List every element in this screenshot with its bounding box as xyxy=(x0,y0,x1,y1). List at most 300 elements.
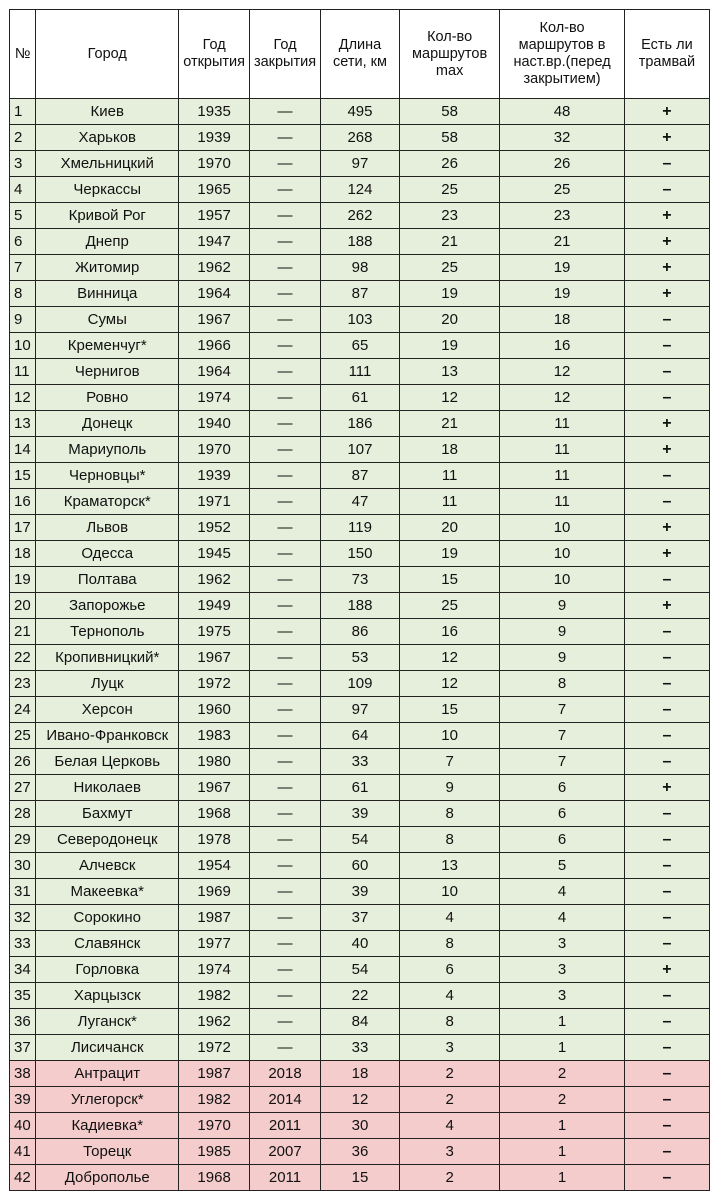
cell-opened: 1968 xyxy=(179,801,250,827)
cell-num: 25 xyxy=(10,723,36,749)
cell-opened: 1972 xyxy=(179,671,250,697)
cell-opened: 1974 xyxy=(179,385,250,411)
cell-routes-now: 11 xyxy=(500,437,625,463)
cell-city: Чернигов xyxy=(36,359,179,385)
cell-city: Херсон xyxy=(36,697,179,723)
cell-num: 9 xyxy=(10,307,36,333)
cell-closed: — xyxy=(250,463,321,489)
table-row xyxy=(10,567,710,593)
cell-tram: – xyxy=(624,801,709,827)
table-row xyxy=(10,801,710,827)
cell-routes-max: 11 xyxy=(399,463,499,489)
cell-routes-max: 3 xyxy=(399,1139,499,1165)
cell-opened: 1960 xyxy=(179,697,250,723)
cell-opened: 1965 xyxy=(179,177,250,203)
cell-city: Мариуполь xyxy=(36,437,179,463)
cell-routes-max: 12 xyxy=(399,645,499,671)
cell-num: 29 xyxy=(10,827,36,853)
cell-tram: + xyxy=(624,99,709,125)
cell-tram: + xyxy=(624,775,709,801)
cell-closed: — xyxy=(250,593,321,619)
cell-length: 33 xyxy=(320,1035,399,1061)
cell-length: 53 xyxy=(320,645,399,671)
cell-tram: + xyxy=(624,125,709,151)
cell-routes-max: 7 xyxy=(399,749,499,775)
cell-opened: 1977 xyxy=(179,931,250,957)
cell-length: 12 xyxy=(320,1087,399,1113)
cell-routes-now: 18 xyxy=(500,307,625,333)
cell-opened: 1962 xyxy=(179,1009,250,1035)
header-city: Город xyxy=(36,10,179,99)
table-row xyxy=(10,723,710,749)
cell-closed: — xyxy=(250,203,321,229)
cell-opened: 1970 xyxy=(179,151,250,177)
cell-opened: 1967 xyxy=(179,307,250,333)
cell-tram: – xyxy=(624,671,709,697)
cell-routes-max: 25 xyxy=(399,255,499,281)
table-row xyxy=(10,1087,710,1113)
table-row xyxy=(10,853,710,879)
cell-num: 17 xyxy=(10,515,36,541)
cell-length: 495 xyxy=(320,99,399,125)
cell-tram: – xyxy=(624,567,709,593)
cell-opened: 1971 xyxy=(179,489,250,515)
cell-closed: — xyxy=(250,1009,321,1035)
cell-closed: — xyxy=(250,879,321,905)
cell-num: 6 xyxy=(10,229,36,255)
cell-routes-now: 3 xyxy=(500,957,625,983)
table-row xyxy=(10,359,710,385)
cell-city: Луцк xyxy=(36,671,179,697)
cell-opened: 1970 xyxy=(179,437,250,463)
table-row xyxy=(10,1139,710,1165)
cell-city: Тернополь xyxy=(36,619,179,645)
cell-num: 5 xyxy=(10,203,36,229)
table-row xyxy=(10,307,710,333)
cell-routes-now: 7 xyxy=(500,749,625,775)
cell-opened: 1980 xyxy=(179,749,250,775)
cell-tram: – xyxy=(624,1009,709,1035)
cell-opened: 1935 xyxy=(179,99,250,125)
cell-city: Славянск xyxy=(36,931,179,957)
cell-city: Харьков xyxy=(36,125,179,151)
cell-length: 40 xyxy=(320,931,399,957)
cell-closed: — xyxy=(250,801,321,827)
header-row xyxy=(10,10,710,99)
cell-routes-now: 11 xyxy=(500,489,625,515)
cell-length: 65 xyxy=(320,333,399,359)
cell-num: 12 xyxy=(10,385,36,411)
cell-routes-max: 20 xyxy=(399,307,499,333)
cell-routes-max: 13 xyxy=(399,359,499,385)
table-row xyxy=(10,151,710,177)
cell-routes-max: 21 xyxy=(399,229,499,255)
cell-tram: – xyxy=(624,645,709,671)
cell-num: 40 xyxy=(10,1113,36,1139)
cell-length: 97 xyxy=(320,697,399,723)
cell-length: 61 xyxy=(320,775,399,801)
table-row xyxy=(10,515,710,541)
cell-tram: + xyxy=(624,437,709,463)
cell-routes-now: 2 xyxy=(500,1087,625,1113)
cell-routes-now: 48 xyxy=(500,99,625,125)
cell-routes-now: 32 xyxy=(500,125,625,151)
cell-routes-max: 11 xyxy=(399,489,499,515)
cell-num: 21 xyxy=(10,619,36,645)
cell-opened: 1939 xyxy=(179,463,250,489)
header-routes-max: Кол-во маршрутов max xyxy=(399,10,499,99)
cell-routes-max: 4 xyxy=(399,905,499,931)
cell-num: 30 xyxy=(10,853,36,879)
cell-num: 10 xyxy=(10,333,36,359)
table-row xyxy=(10,697,710,723)
cell-length: 33 xyxy=(320,749,399,775)
cell-num: 3 xyxy=(10,151,36,177)
table-row xyxy=(10,931,710,957)
cell-closed: — xyxy=(250,645,321,671)
cell-tram: – xyxy=(624,723,709,749)
cell-tram: + xyxy=(624,411,709,437)
cell-length: 60 xyxy=(320,853,399,879)
header-closed: Год закрытия xyxy=(250,10,321,99)
header-length: Длина сети, км xyxy=(320,10,399,99)
cell-opened: 1947 xyxy=(179,229,250,255)
cell-routes-now: 23 xyxy=(500,203,625,229)
cell-closed: — xyxy=(250,489,321,515)
cell-length: 111 xyxy=(320,359,399,385)
cell-routes-max: 19 xyxy=(399,281,499,307)
cell-city: Макеевка* xyxy=(36,879,179,905)
cell-tram: – xyxy=(624,983,709,1009)
cell-city: Доброполье xyxy=(36,1165,179,1191)
cell-length: 186 xyxy=(320,411,399,437)
cell-num: 38 xyxy=(10,1061,36,1087)
cell-opened: 1968 xyxy=(179,1165,250,1191)
cell-city: Винница xyxy=(36,281,179,307)
cell-closed: — xyxy=(250,931,321,957)
cell-num: 20 xyxy=(10,593,36,619)
cell-num: 42 xyxy=(10,1165,36,1191)
cell-opened: 1969 xyxy=(179,879,250,905)
cell-tram: – xyxy=(624,151,709,177)
cell-closed: 2011 xyxy=(250,1165,321,1191)
cell-length: 107 xyxy=(320,437,399,463)
cell-routes-now: 3 xyxy=(500,931,625,957)
cell-closed: — xyxy=(250,619,321,645)
header-opened: Год открытия xyxy=(179,10,250,99)
cell-num: 8 xyxy=(10,281,36,307)
cell-routes-now: 10 xyxy=(500,541,625,567)
table-row xyxy=(10,541,710,567)
cell-routes-now: 8 xyxy=(500,671,625,697)
cell-length: 87 xyxy=(320,281,399,307)
table-header xyxy=(10,10,710,99)
cell-opened: 1962 xyxy=(179,255,250,281)
cell-length: 188 xyxy=(320,593,399,619)
table-body xyxy=(10,99,710,1191)
table-row xyxy=(10,645,710,671)
cell-city: Углегорск* xyxy=(36,1087,179,1113)
cell-length: 15 xyxy=(320,1165,399,1191)
cell-closed: 2007 xyxy=(250,1139,321,1165)
cell-num: 23 xyxy=(10,671,36,697)
cell-tram: – xyxy=(624,1035,709,1061)
cell-num: 37 xyxy=(10,1035,36,1061)
cell-num: 22 xyxy=(10,645,36,671)
cell-length: 98 xyxy=(320,255,399,281)
cell-city: Львов xyxy=(36,515,179,541)
cell-city: Кропивницкий* xyxy=(36,645,179,671)
cell-length: 86 xyxy=(320,619,399,645)
cell-opened: 1962 xyxy=(179,567,250,593)
cell-routes-max: 2 xyxy=(399,1087,499,1113)
cell-tram: – xyxy=(624,463,709,489)
cell-length: 39 xyxy=(320,801,399,827)
cell-num: 31 xyxy=(10,879,36,905)
table-row xyxy=(10,463,710,489)
cell-tram: – xyxy=(624,307,709,333)
cell-tram: – xyxy=(624,177,709,203)
cell-length: 268 xyxy=(320,125,399,151)
cell-closed: — xyxy=(250,1035,321,1061)
cell-opened: 1974 xyxy=(179,957,250,983)
table-row xyxy=(10,385,710,411)
cell-routes-now: 25 xyxy=(500,177,625,203)
cell-city: Кадиевка* xyxy=(36,1113,179,1139)
cell-num: 32 xyxy=(10,905,36,931)
cell-routes-now: 11 xyxy=(500,463,625,489)
cell-opened: 1987 xyxy=(179,905,250,931)
cell-length: 73 xyxy=(320,567,399,593)
cell-routes-max: 4 xyxy=(399,983,499,1009)
cell-city: Николаев xyxy=(36,775,179,801)
cell-tram: – xyxy=(624,359,709,385)
cell-tram: – xyxy=(624,905,709,931)
cell-routes-max: 15 xyxy=(399,567,499,593)
cell-closed: — xyxy=(250,307,321,333)
cell-city: Северодонецк xyxy=(36,827,179,853)
cell-routes-now: 19 xyxy=(500,281,625,307)
cell-routes-max: 12 xyxy=(399,671,499,697)
cell-city: Харцызск xyxy=(36,983,179,1009)
cell-routes-now: 6 xyxy=(500,801,625,827)
cell-closed: 2011 xyxy=(250,1113,321,1139)
cell-closed: — xyxy=(250,853,321,879)
table-row xyxy=(10,255,710,281)
table-row xyxy=(10,203,710,229)
cell-routes-max: 10 xyxy=(399,879,499,905)
cell-routes-max: 4 xyxy=(399,1113,499,1139)
cell-tram: + xyxy=(624,957,709,983)
cell-length: 64 xyxy=(320,723,399,749)
table-row xyxy=(10,619,710,645)
cell-city: Сорокино xyxy=(36,905,179,931)
cell-city: Лисичанск xyxy=(36,1035,179,1061)
cell-routes-max: 8 xyxy=(399,931,499,957)
cell-closed: — xyxy=(250,151,321,177)
table-row xyxy=(10,437,710,463)
cell-length: 18 xyxy=(320,1061,399,1087)
cell-city: Алчевск xyxy=(36,853,179,879)
header-num: № xyxy=(10,10,36,99)
table-row xyxy=(10,489,710,515)
cell-city: Ровно xyxy=(36,385,179,411)
header-routes-now: Кол-во маршрутов в наст.вр.(перед закрытием) xyxy=(500,10,625,99)
cell-routes-max: 3 xyxy=(399,1035,499,1061)
cell-length: 188 xyxy=(320,229,399,255)
cell-num: 33 xyxy=(10,931,36,957)
cell-tram: – xyxy=(624,1113,709,1139)
cell-city: Горловка xyxy=(36,957,179,983)
cell-city: Сумы xyxy=(36,307,179,333)
cell-closed: — xyxy=(250,99,321,125)
cell-opened: 1954 xyxy=(179,853,250,879)
cell-opened: 1966 xyxy=(179,333,250,359)
table-row xyxy=(10,593,710,619)
cell-routes-now: 4 xyxy=(500,905,625,931)
cell-length: 109 xyxy=(320,671,399,697)
cell-routes-max: 16 xyxy=(399,619,499,645)
cell-city: Житомир xyxy=(36,255,179,281)
cell-num: 19 xyxy=(10,567,36,593)
cell-length: 36 xyxy=(320,1139,399,1165)
cell-routes-max: 8 xyxy=(399,801,499,827)
cell-closed: — xyxy=(250,723,321,749)
cell-routes-now: 1 xyxy=(500,1113,625,1139)
cell-routes-max: 25 xyxy=(399,177,499,203)
cell-routes-max: 15 xyxy=(399,697,499,723)
cell-closed: — xyxy=(250,177,321,203)
cell-tram: + xyxy=(624,541,709,567)
cell-city: Запорожье xyxy=(36,593,179,619)
cell-city: Антрацит xyxy=(36,1061,179,1087)
cell-routes-max: 58 xyxy=(399,125,499,151)
cell-city: Кривой Рог xyxy=(36,203,179,229)
cell-closed: — xyxy=(250,333,321,359)
table-row xyxy=(10,333,710,359)
cell-opened: 1972 xyxy=(179,1035,250,1061)
cell-routes-now: 12 xyxy=(500,359,625,385)
table-row xyxy=(10,125,710,151)
cell-length: 22 xyxy=(320,983,399,1009)
cell-opened: 1952 xyxy=(179,515,250,541)
cell-closed: — xyxy=(250,749,321,775)
table-row xyxy=(10,827,710,853)
table-row xyxy=(10,1009,710,1035)
cell-city: Кременчуг* xyxy=(36,333,179,359)
cell-tram: + xyxy=(624,255,709,281)
cell-opened: 1964 xyxy=(179,281,250,307)
cell-routes-max: 8 xyxy=(399,1009,499,1035)
cell-city: Днепр xyxy=(36,229,179,255)
cell-closed: — xyxy=(250,385,321,411)
cell-city: Киев xyxy=(36,99,179,125)
cell-opened: 1967 xyxy=(179,775,250,801)
cell-routes-now: 9 xyxy=(500,619,625,645)
cell-city: Торецк xyxy=(36,1139,179,1165)
cell-tram: + xyxy=(624,203,709,229)
cell-closed: — xyxy=(250,411,321,437)
cell-opened: 1970 xyxy=(179,1113,250,1139)
cell-num: 18 xyxy=(10,541,36,567)
cell-length: 30 xyxy=(320,1113,399,1139)
cell-opened: 1964 xyxy=(179,359,250,385)
cell-closed: — xyxy=(250,567,321,593)
cell-tram: – xyxy=(624,879,709,905)
cell-length: 87 xyxy=(320,463,399,489)
header-tram: Есть ли трамвай xyxy=(624,10,709,99)
table-row xyxy=(10,983,710,1009)
cell-routes-now: 5 xyxy=(500,853,625,879)
cell-city: Черкассы xyxy=(36,177,179,203)
cell-routes-now: 10 xyxy=(500,567,625,593)
table-row xyxy=(10,281,710,307)
cell-tram: + xyxy=(624,593,709,619)
cell-length: 124 xyxy=(320,177,399,203)
cell-length: 150 xyxy=(320,541,399,567)
cell-length: 103 xyxy=(320,307,399,333)
cell-opened: 1978 xyxy=(179,827,250,853)
cell-num: 39 xyxy=(10,1087,36,1113)
cell-num: 15 xyxy=(10,463,36,489)
cell-city: Краматорск* xyxy=(36,489,179,515)
cell-closed: — xyxy=(250,541,321,567)
cell-length: 54 xyxy=(320,957,399,983)
cell-closed: — xyxy=(250,671,321,697)
cell-length: 84 xyxy=(320,1009,399,1035)
cell-routes-now: 4 xyxy=(500,879,625,905)
cell-city: Хмельницкий xyxy=(36,151,179,177)
cell-opened: 1987 xyxy=(179,1061,250,1087)
cell-num: 26 xyxy=(10,749,36,775)
cell-num: 36 xyxy=(10,1009,36,1035)
trolleybus-table xyxy=(9,9,710,1191)
cell-num: 35 xyxy=(10,983,36,1009)
cell-length: 37 xyxy=(320,905,399,931)
cell-routes-max: 25 xyxy=(399,593,499,619)
cell-tram: + xyxy=(624,281,709,307)
cell-closed: — xyxy=(250,775,321,801)
cell-routes-now: 16 xyxy=(500,333,625,359)
cell-num: 27 xyxy=(10,775,36,801)
cell-num: 16 xyxy=(10,489,36,515)
cell-opened: 1940 xyxy=(179,411,250,437)
cell-tram: – xyxy=(624,931,709,957)
table-row xyxy=(10,905,710,931)
cell-tram: – xyxy=(624,853,709,879)
cell-tram: – xyxy=(624,1061,709,1087)
cell-closed: — xyxy=(250,359,321,385)
cell-routes-max: 8 xyxy=(399,827,499,853)
cell-routes-max: 23 xyxy=(399,203,499,229)
cell-routes-now: 12 xyxy=(500,385,625,411)
cell-routes-max: 18 xyxy=(399,437,499,463)
cell-routes-max: 19 xyxy=(399,333,499,359)
cell-tram: – xyxy=(624,333,709,359)
cell-tram: – xyxy=(624,749,709,775)
table-row xyxy=(10,229,710,255)
cell-closed: — xyxy=(250,229,321,255)
cell-opened: 1983 xyxy=(179,723,250,749)
cell-routes-now: 2 xyxy=(500,1061,625,1087)
cell-tram: – xyxy=(624,619,709,645)
cell-opened: 1967 xyxy=(179,645,250,671)
cell-routes-max: 2 xyxy=(399,1165,499,1191)
cell-tram: – xyxy=(624,1165,709,1191)
cell-routes-now: 3 xyxy=(500,983,625,1009)
cell-length: 39 xyxy=(320,879,399,905)
cell-tram: – xyxy=(624,385,709,411)
